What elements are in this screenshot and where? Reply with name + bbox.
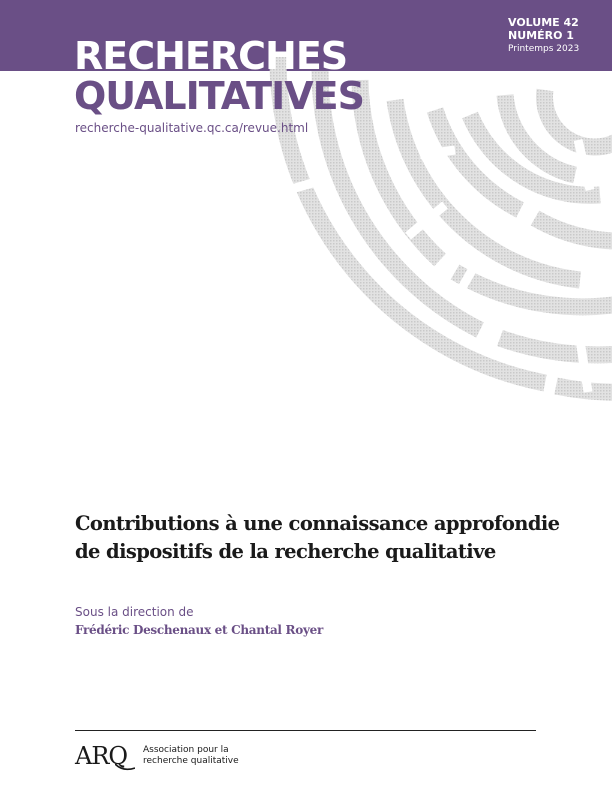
journal-title-line2: QUALITATIVES xyxy=(74,74,364,118)
editors-names: Frédéric Deschenaux et Chantal Royer xyxy=(75,623,323,637)
journal-title-line1: RECHERCHES xyxy=(74,34,348,78)
journal-title xyxy=(74,36,364,116)
number-label: NUMÉRO 1 xyxy=(508,29,574,42)
issue-title xyxy=(75,510,595,566)
direction-label: Sous la direction de xyxy=(75,605,194,619)
issue-title-line1: Contributions à une connaissance approfondie xyxy=(75,512,560,535)
volume-label: VOLUME 42 xyxy=(508,16,579,29)
footer-divider xyxy=(75,730,536,731)
arq-logo xyxy=(75,742,127,770)
association-name-line1: Association pour la xyxy=(143,745,229,755)
issue-info xyxy=(508,16,579,56)
season-label: Printemps 2023 xyxy=(508,44,580,54)
journal-url-link[interactable]: recherche-qualitative.qc.ca/revue.html xyxy=(75,121,309,135)
arq-logo-tail-icon xyxy=(115,762,135,772)
association-name-line2: recherche qualitative xyxy=(143,756,239,766)
arq-logo-text: ARQ xyxy=(75,742,128,770)
issue-title-line2: de dispositifs de la recherche qualitative xyxy=(75,540,496,563)
association-name xyxy=(143,745,239,767)
